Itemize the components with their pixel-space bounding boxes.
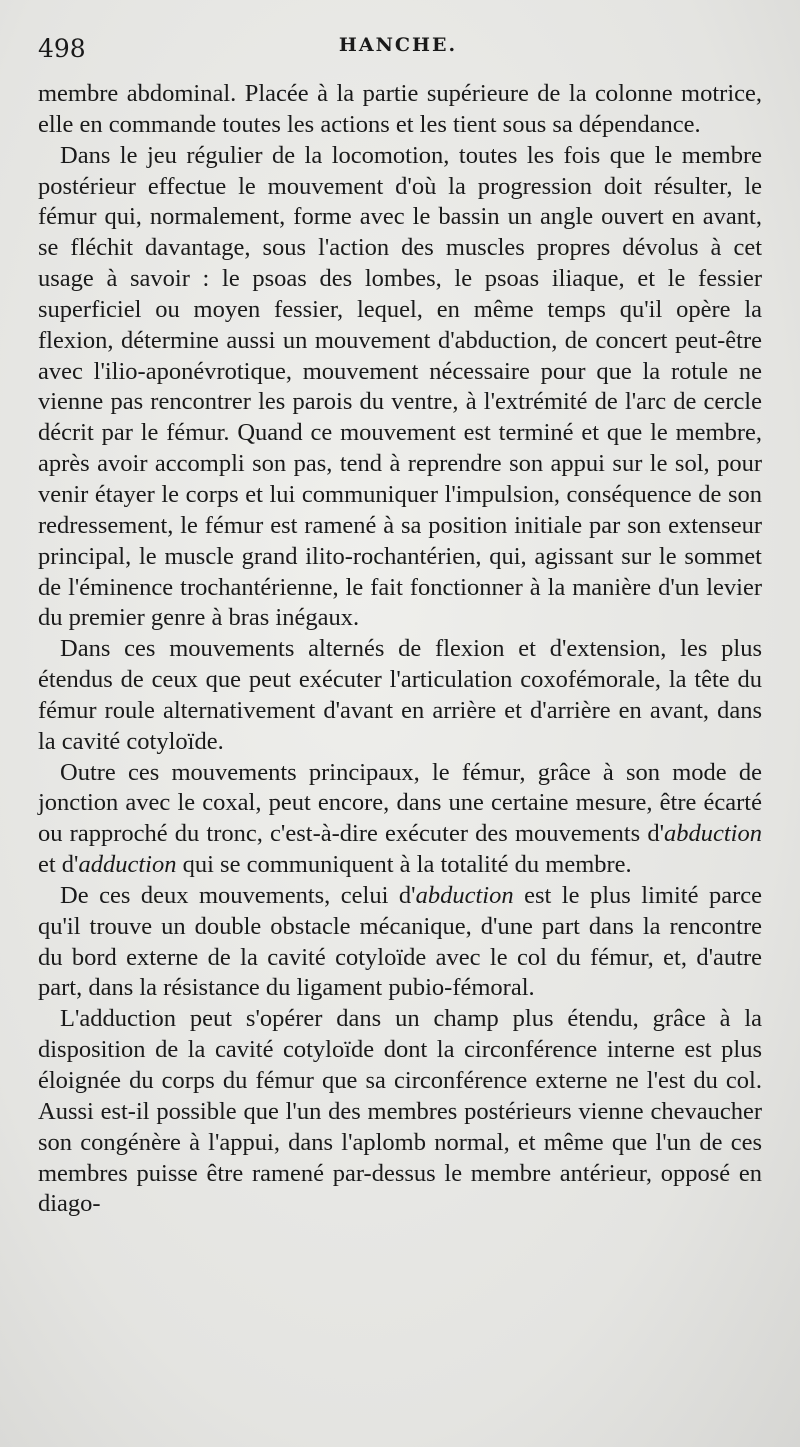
running-head: HANCHE. bbox=[338, 34, 458, 56]
italic-term: abduction bbox=[415, 881, 514, 909]
paragraph bbox=[38, 634, 762, 757]
text-run: De ces deux mouvements, celui d' bbox=[60, 881, 416, 909]
text-run: Outre ces mouvements principaux, le fémur, grâce à son mode de jonction avec le coxal, peut encore, dans une certaine mesure, être écarté ou rapproché du tronc, c'est-à-dire exécuter des mouvements d' bbox=[38, 758, 762, 848]
page-header bbox=[38, 28, 758, 64]
text-run: est le plus limité parce qu'il trouve un double obstacle mécanique, d'une part dans la rencontre du bord externe de la cavité cotyloïde avec le col du fémur, et, d'autre part, dans la résistance du ligament pubio-fémoral. bbox=[38, 881, 762, 1002]
text-run: Dans ces mouvements alternés de flexion et d'extension, les plus étendus de ceux que peut exécuter l'articulation coxofémorale, la tête du fémur roule alternativement d'avant en arrière et d'arrière en avant, dans la cavité cotyloïde. bbox=[38, 635, 762, 755]
paragraph bbox=[38, 79, 762, 141]
text-run: L'adduction peut s'opérer dans un champ plus étendu, grâce à la disposition de la cavité cotyloïde dont la circonférence interne est plus éloignée du corps du fémur que sa circonférence externe ne l'est du col. Aussi est-il possible que l'un des membres postérieurs vienne chevaucher son congénère à l'appui, dans l'aplomb normal, et même que l'un de ces membres puisse être ramené par-dessus le membre antérieur, opposé en diago- bbox=[38, 1005, 762, 1218]
paragraph bbox=[38, 758, 762, 881]
text-run: Dans le jeu régulier de la locomotion, toutes les fois que le membre postérieur effectue le mouvement d'où la progression doit résulter, le fémur qui, normalement, forme avec le bassin un angle ouvert en avant, se fléchit davantage, sous l'action des muscles propres dévolus à cet usage à savoir : le psoas des lombes, le psoas iliaque, et le fessier superficiel ou moyen fessier, lequel, en même temps qu'il opère la flexion, détermine aussi un mouvement d'abduction, de concert peut-être avec l'ilio-aponévrotique, mouvement nécessaire pour que la rotule ne vienne pas rencontrer les parois du ventre, à l'extrémité de l'arc de cercle décrit par le fémur. Quand ce mouvement est terminé et que le membre, après avoir accompli son pas, tend à reprendre son appui sur le sol, pour venir étayer le corps et lui communiquer l'impulsion, conséquence de son redressement, le fémur est ramené à sa position initiale par son extenseur principal, le muscle grand ilito-rochantérien, qui, agissant sur le sommet de l'éminence trochantérienne, le fait fonctionner à la manière d'un levier du premier genre à bras inégaux. bbox=[38, 141, 762, 632]
italic-term: adduction bbox=[78, 851, 177, 879]
text-run: qui se communiquent à la totalité du membre. bbox=[176, 851, 632, 879]
text-run: membre abdominal. Placée à la partie supérieure de la colonne motrice, elle en commande toutes les actions et les tient sous sa dépendance. bbox=[38, 80, 762, 138]
paragraph bbox=[38, 881, 762, 1004]
italic-term: abduction bbox=[664, 820, 762, 848]
body-text bbox=[38, 79, 762, 1220]
text-run: et d' bbox=[38, 851, 79, 879]
paragraph bbox=[38, 141, 762, 635]
paragraph bbox=[38, 1004, 762, 1220]
page-number: 498 bbox=[38, 34, 86, 63]
